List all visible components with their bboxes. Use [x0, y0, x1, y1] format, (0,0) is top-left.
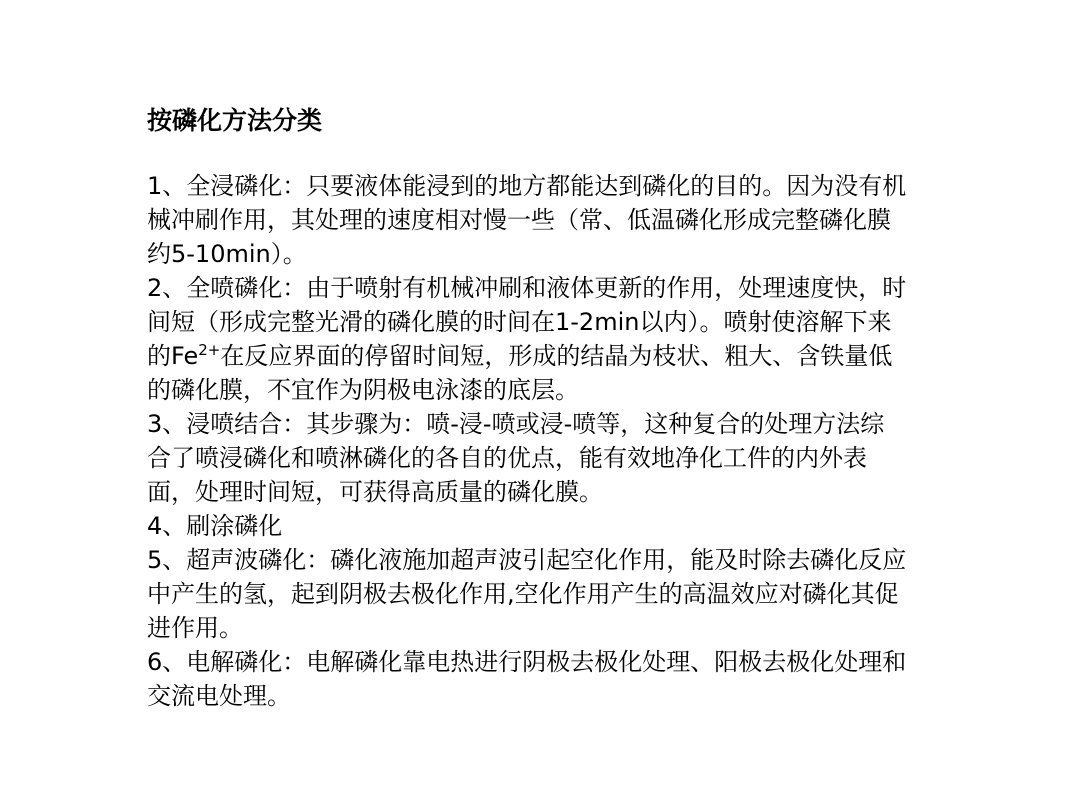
- list-item-full-spray: [147, 271, 907, 407]
- slide-body: [147, 169, 907, 713]
- slide-title: 按磷化方法分类: [147, 106, 323, 135]
- list-item-full-immersion: 1、全浸磷化：只要液体能浸到的地方都能达到磷化的目的。因为没有机械冲刷作用，其处理的速度相对慢一些（常、低温磷化形成完整磷化膜约5-10min）。: [147, 172, 907, 268]
- list-item-text: 2、全喷磷化：由于喷射有机械冲刷和液体更新的作用，处理速度快，时间短（形成完整光滑的磷化膜的时间在1-2min以内）。喷射使溶解下来的Fe: [147, 274, 907, 370]
- list-item-immersion-spray: 3、浸喷结合：其步骤为：喷-浸-喷或浸-喷等，这种复合的处理方法综合了喷浸磷化和喷淋磷化的各自的优点，能有效地净化工件的内外表面，处理时间短，可获得高质量的磷化膜。: [147, 410, 885, 506]
- list-item-ultrasonic: 5、超声波磷化：磷化液施加超声波引起空化作用，能及时除去磷化反应中产生的氢，起到阴极去极化作用,空化作用产生的高温效应对磷化其促进作用。: [147, 546, 907, 642]
- list-item-text: 在反应界面的停留时间短，形成的结晶为枝状、粗大、含铁量低的磷化膜，不宜作为阴极电泳漆的底层。: [147, 342, 893, 404]
- list-item-brush: 4、刷涂磷化: [147, 512, 283, 540]
- superscript-charge: 2+: [198, 341, 221, 359]
- list-item-electrolytic: 6、电解磷化：电解磷化靠电热进行阴极去极化处理、阳极去极化处理和交流电处理。: [147, 648, 907, 710]
